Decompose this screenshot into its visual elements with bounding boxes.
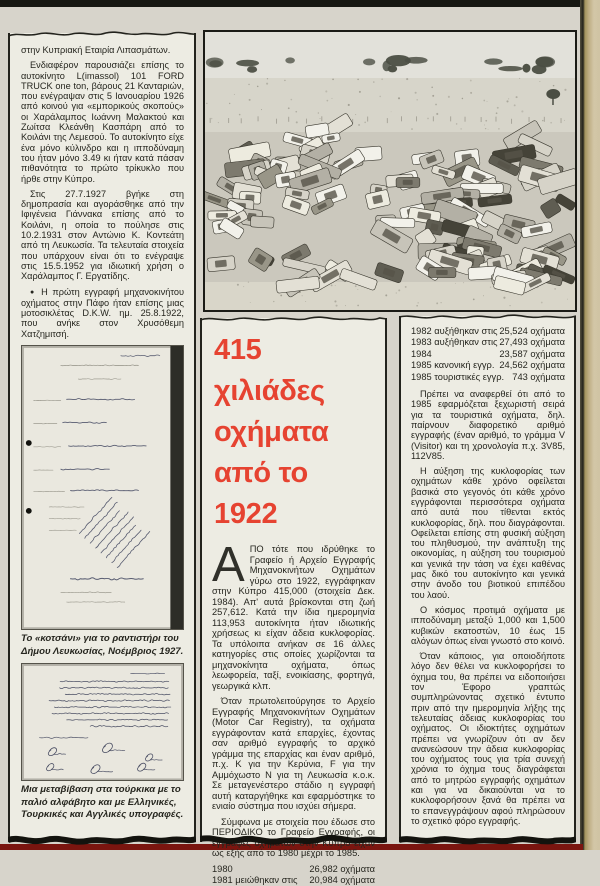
drop-cap: Α (212, 544, 250, 584)
headline-line: 415 χιλιάδες (214, 330, 375, 412)
stat-year: 1983 αυξήθηκαν στις (411, 337, 498, 348)
middle-article-column (200, 318, 387, 842)
stat-count: 23,587 οχήματα (499, 349, 565, 360)
article-paragraph: Στις 27.7.1927 βγήκε στη δημοπρασία και αγοράσθηκε από την Ιφιγένεια Γιάννακα επίσης από το Κοιλάνι, η οποία το πούλησε στις 10.2.1931 στον Αντώνιο Κ. Κοντεάτη από τη Λευκωσία. Τα τελευταία στοιχεία που υπάρχουν είναι ότι το ενέγραψε στις 15.5.1952 για ιδιωτική χρήση ο Χαράλαμπος Γ. Εργατίδης. (21, 189, 184, 282)
article-paragraph: Όταν κάποιος, για οποιοδήποτε λόγο δεν θέλει να κυκλοφορήσει το όχημα του, θα πρέπει να ειδοποιήσει τον Έφορο γραπτώς συμπληρώνοντας σχετικό έντυπο πριν από την ημερομηνία λήξης της τελευταίας άδειας κυκλοφορίας του οχήματος. Οι ιδιοκτήτες οχημάτων πρέπει να γνωρίζουν ότι αν δεν ανανεώσουν την άδεια κυκλοφορίας του οχήματος τους για τρία συνεχή χρόνια το όχημα τους διαγράφεται από το μητρώο εγγραφής οχημάτων και για να δικαιούνται να το κυκλοφορήσουν ξανά θα πρέπει να το επανεγγράψουν αφού πληρώσουν το σχετικό φόρο εγγραφής. (411, 651, 565, 826)
torn-edge-top (200, 314, 387, 324)
stat-row (411, 337, 565, 348)
headline-line: από το 1922 (214, 453, 375, 535)
registration-form-art (22, 346, 183, 629)
article-paragraph: Ο κόσμος προτιμά οχήματα με ιπποδύναμη μεταξύ 1,000 και 1,500 κυβικών εκατοστών, 10 έως 15 αλόγων όπως είναι γνωστό στο κοινό. (411, 605, 565, 646)
stat-count: 743 οχήματα (512, 372, 565, 383)
stat-year: 1984 (411, 349, 432, 360)
torn-edge-bottom (200, 833, 387, 847)
ottoman-transfer-photo (21, 663, 184, 781)
registration-form-photo (21, 345, 184, 630)
junkyard-photo (203, 30, 577, 312)
page-top-rule (0, 0, 583, 7)
stat-row (411, 372, 565, 383)
stat-year: 1980 (212, 864, 233, 875)
article-paragraph-text: ΠΟ τότε που ιδρύθηκε το Γραφείο ή Αρχείο Εγγραφής Μηχανοκινήτων Οχημάτων γύρω στο 1922, εγγράφηκαν στην Κύπρο 415,000 (στοιχεία Δεκ. 1984). Απ' αυτά βρίσκονται στη ζωή 257,612. Κατά την ίδια ημερομηνία 113,953 αυτοκίνητα ήταν ιδιωτικής χρήσεως κι είχαν άδεια κυκλοφορίας. Τα υπόλοιπα ανήκαν σε 16 άλλες κατηγορίες στις οποίες χωρίζονται τα μηχανοκίνητα οχήματα, όπως λεωφορεία, ταξί, ενοικίασης, φορτηγά, γεωργικά κλπ. (212, 544, 375, 691)
registration-stats-1980s (212, 864, 375, 886)
article-paragraph-bulleted (21, 287, 184, 339)
article-headline (214, 330, 375, 535)
torn-edge-top (8, 29, 196, 39)
article-paragraph: Σύμφωνα με στοιχεία που έδωσε στο ΠΕΡΙΟΔΙΚΟ το Γραφείο Εγγραφής, οι εγγραφές οχημάτων στην Κύπρο είχαν ως εξής από το 1980 μέχρι το 1985. (212, 817, 375, 859)
torn-edge-bottom (399, 833, 576, 847)
stat-row (411, 349, 565, 360)
right-article-column (399, 316, 576, 842)
article-paragraph: στην Κυπριακή Εταιρία Λιπασμάτων. (21, 45, 184, 55)
article-paragraph-text: Η πρώτη εγγραφή μηχανοκινήτου οχήματος στην Πάφο ήταν επίσης μιας μοτοσικλέτας D.K.W. ημ. 25.8.1922, που ανήκε στον Χρυσόθεμη Χατζημιτσή. (21, 287, 184, 339)
left-article-column (8, 33, 196, 842)
ottoman-transfer-art (22, 664, 183, 780)
stat-year: 1982 αυξήθηκαν στις (411, 326, 498, 337)
stat-count: 27,493 οχήματα (499, 337, 565, 348)
stat-row (212, 875, 375, 886)
article-paragraph: Πρέπει να αναφερθεί ότι από το 1985 εφαρμόζεται ξεχωριστή σειρά για τα τουριστικά οχήματα, δηλ. παίρνουν διαφορετικό αριθμό εγγραφής (έναν αριθμό, το γράμμα V (Visitor) και τη χρονολογία π.χ. 3V85, 112V85. (411, 389, 565, 461)
junkyard-photo-art (205, 32, 575, 310)
stat-count: 26,982 οχήματα (309, 864, 375, 875)
stat-count: 25,524 οχήματα (499, 326, 565, 337)
stat-row (212, 864, 375, 875)
stat-year: 1985 τουριστικές εγγρ. (411, 372, 504, 383)
article-paragraph: Η αύξηση της κυκλοφορίας των οχημάτων κάθε χρόνο οφείλεται βασικά στο γεγονός ότι κάθε χρόνο εγγράφονται περισσότερα οχήματα από αυτά που τίθενται εκτός κυκλοφορίας, δηλ. που διαγράφονται. Οφείλεται επίσης στη φυσική αύξηση του πληθυσμού, την ανάπτυξη της οικονομίας, η αύξηση του τουρισμού και γενικά την τάση να έχει καθένας μας δικό του αυτοκίνητο και γενικά στην άνοδο του βιοτικού επιπέδου του λαού. (411, 466, 565, 600)
stat-row (411, 326, 565, 337)
article-paragraph: Όταν πρωτολειτούργησε το Αρχείο Εγγραφής Μηχανοκινήτων Οχημάτων (Motor Car Registry), τα οχήματα εγγράφονταν κατά επαρχίες, έχοντας σαν αριθμό εγγραφής το αρχικό γράμμα της επαρχίας και έναν αριθμό, π.χ. Κ για την Κερύνια, F για την Αμμόχωστο Ν για τη Λευκωσία κ.ο.κ. Σε μεταγενέστερο στάδιο η εγγραφή αυτή καταργήθηκε και εφαρμόστηκε το ενιαίο σύστημα που ισχύει σήμερα. (212, 696, 375, 812)
headline-line: οχήματα (214, 412, 375, 453)
bullet-icon: ● (30, 289, 36, 296)
photo-caption: Μια μεταβίβαση στα τούρκικα με το παλιό αλφάβητο και με Ελληνικές, Τουρκικές και Αγγλικές υπογραφές. (21, 784, 184, 821)
stat-row (411, 360, 565, 371)
stat-count: 20,984 οχήματα (309, 875, 375, 886)
torn-edge-top (399, 312, 576, 322)
stat-year: 1985 κανονική εγγρ. (411, 360, 494, 371)
article-paragraph-lead (212, 544, 375, 691)
photo-caption: Το «κοτσάνι» για το ραντιστήρι του Δήμου Λευκωσίας, Νοέμβριος 1927. (21, 633, 184, 658)
page-edge (580, 0, 600, 850)
stat-count: 24,562 οχήματα (499, 360, 565, 371)
stat-year: 1981 μειώθηκαν στις (212, 875, 298, 886)
torn-edge-bottom (8, 833, 196, 847)
registration-stats-1982-1985 (411, 326, 565, 383)
article-paragraph: Ενδιαφέρον παρουσιάζει επίσης το αυτοκίνητο L(imassol) 101 FORD TRUCK one ton, βάρους 21 Κανταριών, που ενέγραψαν στις 5 Ιανουαρίου 1926 από κοινού για «εμπορικούς σκοπούς» οι Χαράλαμπος Ιωάννη Μαλακτού και Ζωίτσα Κλεάνθη Κασπάρη από το Κοιλάνι της Λεμεσού. Το αυτοκίνητο είχε ένα μόνο κύλινδρο και η ιπποδύναμη του ήταν μόνο 3.49 κι ήταν κατά πάσαν πιθανότητα το πρώτο τρίκυκλο που ήρθε στην Κύπρο. (21, 60, 184, 184)
